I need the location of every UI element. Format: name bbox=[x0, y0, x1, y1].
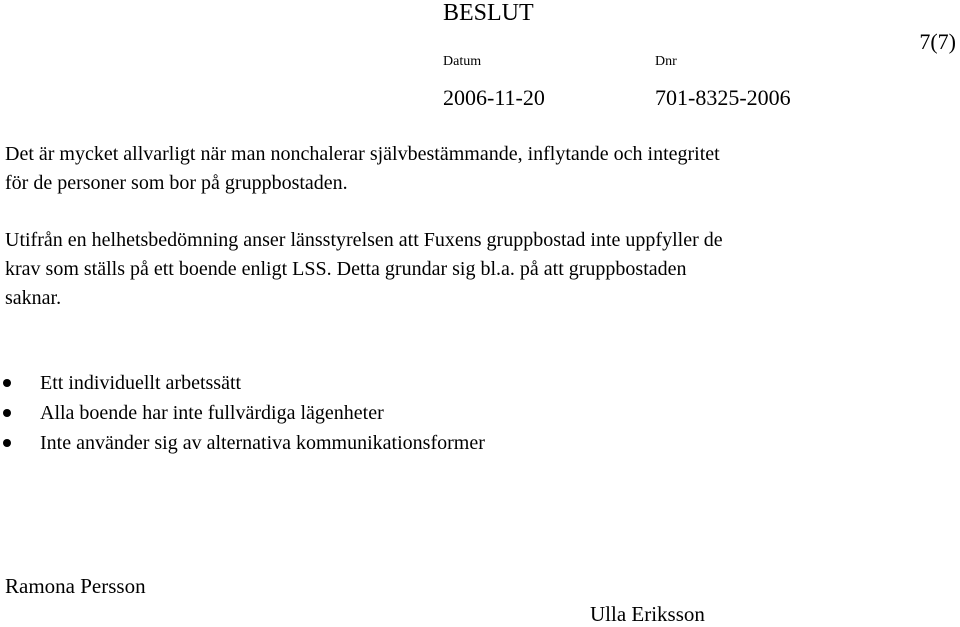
bullet-dot-icon bbox=[3, 409, 11, 417]
paragraph-1 bbox=[5, 140, 950, 198]
list-item bbox=[0, 368, 485, 398]
paragraph-2-line-3: saknar. bbox=[5, 287, 62, 309]
date-value: 2006-11-20 bbox=[443, 85, 545, 110]
paragraph-1-line-2: för de personer som bor på gruppbostaden. bbox=[5, 172, 348, 194]
dnr-label: Dnr bbox=[655, 54, 677, 69]
paragraph-2-line-2: krav som ställs på ett boende enligt LSS. Detta grundar sig bl.a. på att gruppbostaden bbox=[5, 258, 687, 280]
list-item-text: Inte använder sig av alternativa kommunikationsformer bbox=[40, 432, 485, 454]
bullet-list bbox=[0, 368, 485, 458]
paragraph-2 bbox=[5, 226, 950, 313]
document-type-title: BESLUT bbox=[443, 0, 534, 26]
bullet-dot-icon bbox=[3, 439, 11, 447]
dnr-value: 701-8325-2006 bbox=[655, 85, 791, 110]
list-item bbox=[0, 428, 485, 458]
list-item-text: Ett individuellt arbetssätt bbox=[40, 372, 242, 394]
date-label: Datum bbox=[443, 54, 482, 69]
paragraph-1-line-1: Det är mycket allvarligt när man nonchalerar självbestämmande, inflytande och integritet bbox=[5, 143, 720, 165]
page-number: 7(7) bbox=[919, 29, 956, 54]
signature-name-2: Ulla Eriksson bbox=[590, 602, 705, 626]
list-item-text: Alla boende har inte fullvärdiga lägenheter bbox=[40, 402, 384, 424]
bullet-dot-icon bbox=[3, 379, 11, 387]
paragraph-2-line-1: Utifrån en helhetsbedömning anser länsstyrelsen att Fuxens gruppbostad inte uppfyller de bbox=[5, 229, 723, 251]
list-item bbox=[0, 398, 485, 428]
signature-name-1: Ramona Persson bbox=[5, 574, 146, 598]
